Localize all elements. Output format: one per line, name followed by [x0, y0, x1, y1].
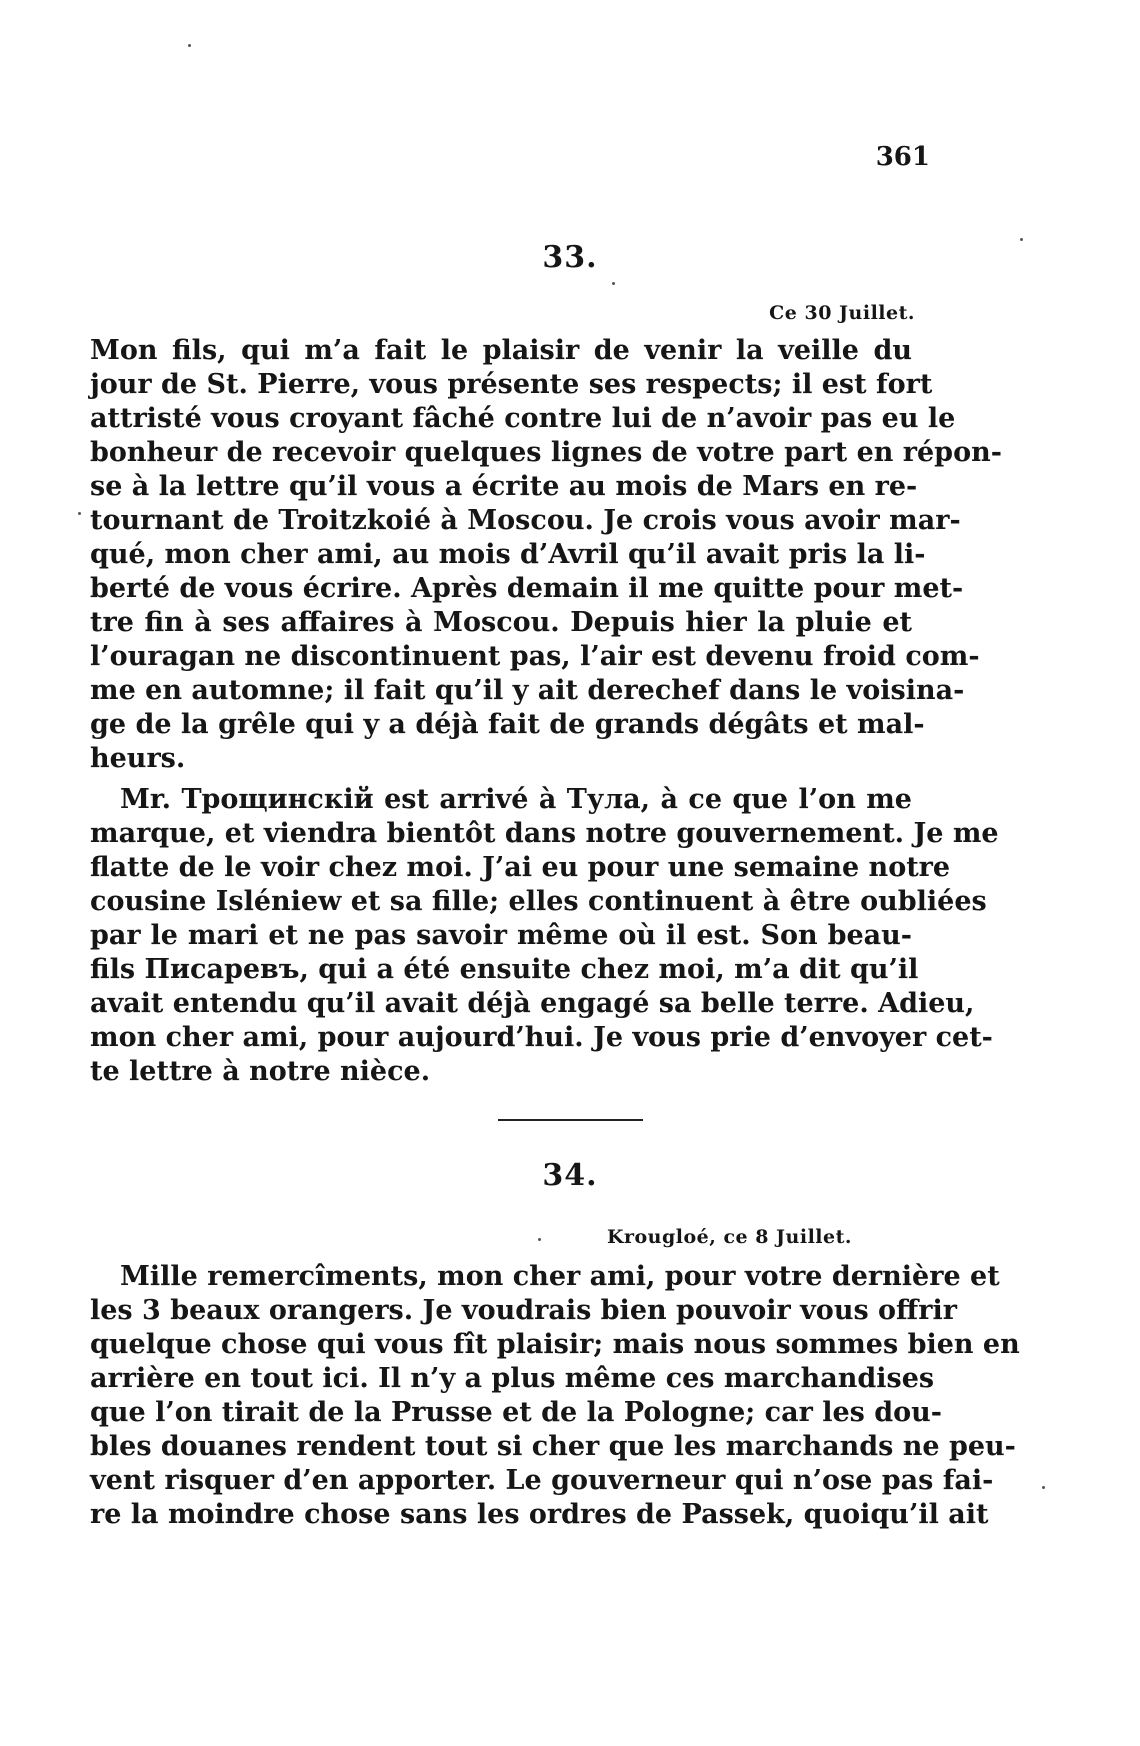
- text-line: qué, mon cher ami, au mois d’Avril qu’il avait pris la li-: [90, 539, 926, 570]
- text-line: heurs.: [90, 743, 186, 774]
- text-line: arrière en tout ici. Il n’y a plus même ces marchandises: [90, 1363, 935, 1394]
- text-line: berté de vous écrire. Après demain il me quitte pour met-: [90, 573, 964, 604]
- text-line: vent risquer d’en apporter. Le gouverneur qui n’ose pas fai-: [90, 1465, 994, 1496]
- dateline: Ce 30 Juillet.: [769, 302, 915, 324]
- text-line: mon cher ami, pour aujourd’hui. Je vous prie d’envoyer cet-: [90, 1022, 993, 1053]
- text-line: Mon fils, qui m’a fait le plaisir de venir la veille du: [90, 335, 912, 366]
- text-line: Mr. Трощинскій est arrivé à Тула, à ce que l’on me: [120, 784, 912, 815]
- scan-speck: [188, 44, 191, 47]
- text-line: que l’on tirait de la Prusse et de la Pologne; car les dou-: [90, 1397, 942, 1428]
- scan-speck: [538, 1238, 541, 1241]
- text-line: tournant de Troitzkoié à Moscou. Je crois vous avoir mar-: [90, 505, 961, 536]
- text-line: flatte de le voir chez moi. J’ai eu pour une semaine notre: [90, 852, 951, 883]
- text-line: se à la lettre qu’il vous a écrite au mois de Mars en re-: [90, 471, 918, 502]
- text-line: jour de St. Pierre, vous présente ses respects; il est fort: [90, 369, 933, 400]
- text-line: avait entendu qu’il avait déjà engagé sa belle terre. Adieu,: [90, 988, 975, 1019]
- text-line: me en automne; il fait qu’il y ait derechef dans le voisina-: [90, 675, 965, 706]
- text-line: fils Писаревъ, qui a été ensuite chez moi, m’a dit qu’il: [90, 954, 919, 985]
- page-number: 361: [875, 142, 930, 172]
- text-line: l’ouragan ne discontinuent pas, l’air est devenu froid com-: [90, 641, 980, 672]
- text-line: Mille remercîments, mon cher ami, pour votre dernière et: [120, 1261, 1000, 1292]
- scan-speck: [1020, 238, 1023, 241]
- text-line: bonheur de recevoir quelques lignes de votre part en répon-: [90, 437, 1002, 468]
- scan-speck: [612, 282, 615, 285]
- section-divider: [498, 1119, 643, 1121]
- text-line: tre fin à ses affaires à Moscou. Depuis hier la pluie et: [90, 607, 912, 638]
- text-line: ge de la grêle qui y a déjà fait de grands dégâts et mal-: [90, 709, 925, 740]
- text-line: par le mari et ne pas savoir même où il est. Son beau-: [90, 920, 912, 951]
- text-line: cousine Isléniew et sa fille; elles continuent à être oubliées: [90, 886, 987, 917]
- text-line: quelque chose qui vous fît plaisir; mais nous sommes bien en: [90, 1329, 1020, 1360]
- dateline: Krougloé, ce 8 Juillet.: [606, 1226, 852, 1248]
- text-line: marque, et viendra bientôt dans notre gouvernement. Je me: [90, 818, 999, 849]
- text-line: bles douanes rendent tout si cher que les marchands ne peu-: [90, 1431, 1016, 1462]
- text-line: les 3 beaux orangers. Je voudrais bien pouvoir vous offrir: [90, 1295, 957, 1326]
- letter-number: 33.: [542, 240, 598, 275]
- text-line: attristé vous croyant fâché contre lui de n’avoir pas eu le: [90, 403, 956, 434]
- scan-speck: [78, 512, 81, 515]
- letter-number: 34.: [542, 1158, 598, 1193]
- scan-speck: [1042, 1486, 1045, 1489]
- text-line: te lettre à notre nièce.: [90, 1056, 431, 1087]
- text-line: re la moindre chose sans les ordres de Passek, quoiqu’il ait: [90, 1499, 989, 1530]
